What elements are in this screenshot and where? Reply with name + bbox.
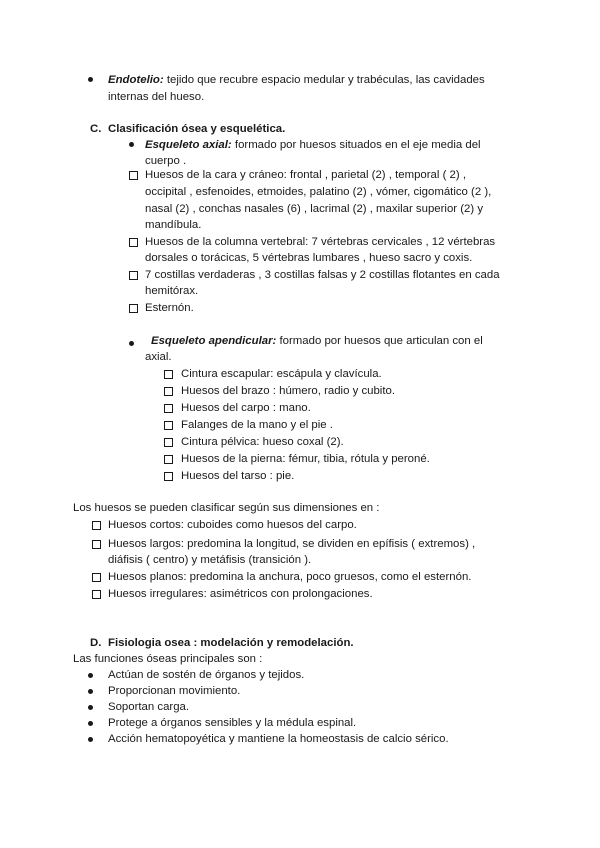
axial-item-line: dorsales o torácicas, 5 vértebras lumbares , hueso sacro y coxis. [145,252,473,264]
checkbox-icon [92,521,101,530]
section-c-title: Clasificación ósea y esquelética. [108,123,286,135]
axial-item-line: Esternón. [145,302,194,314]
dimensiones-item-line: Huesos largos: predomina la longitud, se dividen en epífisis ( extremos) , [108,538,476,550]
bullet-dot [88,705,93,710]
funciones-item: Acción hematopoyética y mantiene la homeostasis de calcio sérico. [108,733,449,745]
checkbox-icon [92,540,101,549]
dimensiones-item-line: Huesos irregulares: asimétricos con prolongaciones. [108,588,373,600]
section-d-letter: D. [90,637,102,649]
apendicular-term: Esqueleto apendicular: [151,335,277,347]
apendicular-line-1 [151,334,483,348]
axial-item-line: occipital , esfenoides, etmoides, palatino (2) , vómer, cigomático (2 ), [145,186,492,198]
section-d-title: Fisiologia osea : modelación y remodelación. [108,637,354,649]
checkbox-icon [129,171,138,180]
funciones-item: Soportan carga. [108,701,190,713]
checkbox-icon [92,590,101,599]
apendicular-item: Cintura pélvica: hueso coxal (2). [181,436,344,448]
bullet-dot [88,721,93,726]
endotelio-term: Endotelio: [108,74,164,86]
bullet-dot [129,142,134,147]
axial-item-line: mandíbula. [145,219,202,231]
apendicular-text: formado por huesos que articulan con el [276,335,483,347]
axial-line-2: cuerpo . [145,155,187,167]
checkbox-icon [129,271,138,280]
checkbox-icon [164,438,173,447]
axial-item-line: Huesos de la columna vertebral: 7 vértebras cervicales , 12 vértebras [145,236,496,248]
checkbox-icon [164,421,173,430]
funciones-item: Protege a órganos sensibles y la médula espinal. [108,717,357,729]
axial-term: Esqueleto axial: [145,139,232,151]
checkbox-icon [164,472,173,481]
checkbox-icon [92,573,101,582]
dimensiones-intro: Los huesos se pueden clasificar según sus dimensiones en : [73,502,380,514]
checkbox-icon [129,304,138,313]
bullet-dot [88,737,93,742]
checkbox-icon [164,404,173,413]
checkbox-icon [164,387,173,396]
endotelio-line-1 [108,73,485,87]
bullet-dot [88,77,93,82]
axial-item-line: 7 costillas verdaderas , 3 costillas falsas y 2 costillas flotantes en cada [145,269,500,281]
bullet-dot [88,689,93,694]
dimensiones-item-line: Huesos planos: predomina la anchura, poco gruesos, como el esternón. [108,571,472,583]
apendicular-item: Falanges de la mano y el pie . [181,419,333,431]
section-c-letter: C. [90,123,102,135]
axial-item-line: nasal (2) , conchas nasales (6) , lacrimal (2) , maxilar superior (2) y [145,203,484,215]
apendicular-item: Huesos de la pierna: fémur, tibia, rótula y peroné. [181,453,430,465]
axial-text: formado por huesos situados en el eje media del [231,139,481,151]
bullet-dot [88,673,93,678]
checkbox-icon [164,455,173,464]
funciones-item: Actúan de sostén de órganos y tejidos. [108,669,305,681]
checkbox-icon [164,370,173,379]
axial-line-1 [145,138,481,152]
axial-item-line: hemitórax. [145,285,199,297]
section-d-intro: Las funciones óseas principales son : [73,653,263,665]
bullet-dot [129,341,134,346]
apendicular-line-2: axial. [145,351,172,363]
apendicular-item: Cintura escapular: escápula y clavícula. [181,368,382,380]
apendicular-item: Huesos del carpo : mano. [181,402,311,414]
funciones-item: Proporcionan movimiento. [108,685,241,697]
apendicular-item: Huesos del brazo : húmero, radio y cubito. [181,385,396,397]
endotelio-text: tejido que recubre espacio medular y trabéculas, las cavidades [163,74,485,86]
checkbox-icon [129,238,138,247]
dimensiones-item-line: Huesos cortos: cuboides como huesos del carpo. [108,519,357,531]
axial-item-line: Huesos de la cara y cráneo: frontal , parietal (2) , temporal ( 2) , [145,169,466,181]
endotelio-line-2: internas del hueso. [108,91,205,103]
dimensiones-item-line: diáfisis ( centro) y metáfisis (transición ). [108,554,312,566]
apendicular-item: Huesos del tarso : pie. [181,470,295,482]
